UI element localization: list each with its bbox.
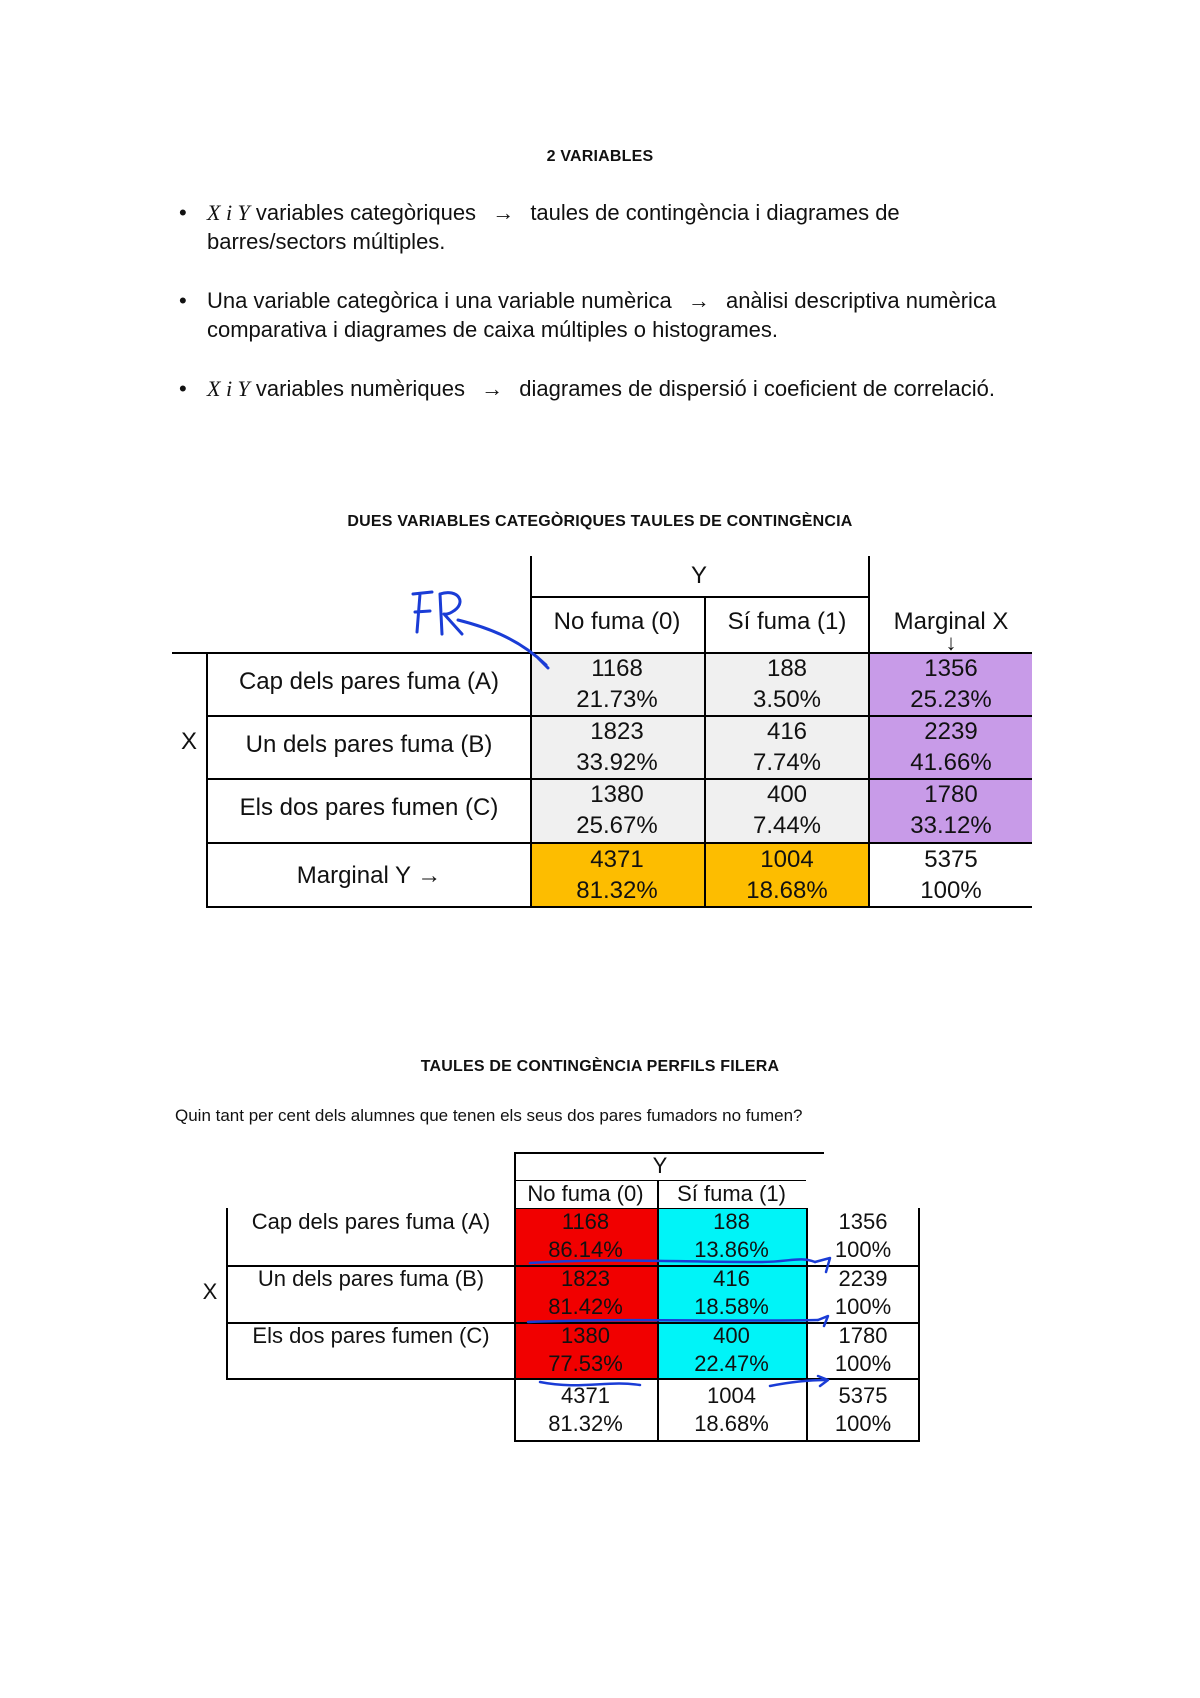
marginal-y-label: Marginal Y → — [296, 862, 442, 889]
marginal-x-arrow: ↓ — [945, 630, 957, 655]
cell-count: 4371 — [590, 846, 644, 873]
arrow-icon: → — [492, 200, 515, 225]
cell-percent: 81.42% — [548, 1294, 623, 1319]
section-heading-2-variables: 2 VARIABLES — [546, 148, 654, 165]
cell-count: 416 — [713, 1266, 750, 1291]
cell-count: 1168 — [561, 1209, 610, 1234]
cell-percent: 33.12% — [910, 812, 992, 839]
annotation-text: FR — [0, 0, 2, 1]
bullet-text: variables numèriques — [255, 376, 466, 401]
section-heading-contingencia: DUES VARIABLES CATEGÒRIQUES TAULES DE CONTINGÈNCIA — [347, 513, 853, 530]
bullet-text: Una variable categòrica i una variable numèrica — [207, 288, 672, 313]
cell-count: 188 — [766, 655, 808, 682]
cell-percent: 41.66% — [910, 749, 992, 776]
col-header-si-fuma: Sí fuma (1) — [727, 608, 847, 635]
bullet-list — [175, 198, 1035, 433]
variables-xy: X i Y — [207, 200, 250, 225]
cell-count: 4371 — [561, 1383, 610, 1408]
cell-percent: 100% — [834, 1294, 892, 1319]
cell-count: 2239 — [924, 718, 978, 745]
x-label: X — [202, 1279, 218, 1304]
cell-count: 1780 — [924, 781, 978, 808]
arrow-icon: → — [481, 376, 504, 401]
cell-count: 1168 — [591, 655, 643, 682]
grand-total-percent: 100% — [920, 877, 982, 904]
bullet-item — [175, 286, 1035, 344]
cell-count: 1004 — [707, 1383, 756, 1408]
x-label: X — [180, 728, 197, 755]
grid-line — [918, 1208, 920, 1442]
cell-percent: 33.92% — [576, 749, 658, 776]
row-profile-table — [194, 1152, 934, 1442]
bullet-result: taules de contingència i diagrames de barres/sectors múltiples. — [207, 200, 900, 254]
cell-percent: 81.32% — [576, 877, 658, 904]
y-label: Y — [690, 562, 707, 589]
cell-count: 400 — [766, 781, 808, 808]
cell-count: 2239 — [838, 1266, 888, 1291]
cell-percent: 7.44% — [752, 812, 822, 839]
cell-percent: 22.47% — [694, 1351, 769, 1376]
cell-count: 188 — [713, 1209, 750, 1234]
bullet-text: variables categòriques — [255, 200, 477, 225]
cell-percent: 81.32% — [548, 1411, 623, 1436]
cell-percent: 25.23% — [910, 686, 992, 713]
cell-percent: 86.14% — [548, 1237, 623, 1262]
bullet-item — [175, 198, 1035, 256]
cell-count: 400 — [713, 1323, 750, 1348]
cell-count: 1004 — [760, 846, 814, 873]
cell-count: 1823 — [590, 718, 644, 745]
grand-total-count: 5375 — [838, 1383, 888, 1408]
grid-line — [530, 596, 868, 598]
section-heading-perfils-filera: TAULES DE CONTINGÈNCIA PERFILS FILERA — [420, 1058, 780, 1075]
bullet-dot: • — [179, 200, 187, 225]
grand-total-count: 5375 — [924, 846, 978, 873]
bullet-result: diagrames de dispersió i coeficient de correlació. — [519, 376, 995, 401]
row-label-a: Cap dels pares fuma (A) — [251, 1209, 491, 1234]
variables-xy: X i Y — [207, 376, 250, 401]
col-header-si-fuma: Sí fuma (1) — [677, 1181, 786, 1206]
cell-percent: 7.74% — [752, 749, 822, 776]
cell-percent: 100% — [834, 1351, 892, 1376]
row-label-c: Els dos pares fumen (C) — [239, 794, 499, 821]
y-label: Y — [652, 1153, 668, 1178]
row-label-b: Un dels pares fuma (B) — [257, 1266, 485, 1291]
bullet-dot: • — [179, 376, 187, 401]
grid-line — [226, 1378, 920, 1380]
cell-count: 1380 — [590, 781, 644, 808]
contingency-table — [172, 556, 1032, 908]
cell-percent: 13.86% — [694, 1237, 769, 1262]
row-label-c: Els dos pares fumen (C) — [252, 1323, 490, 1348]
cell-count: 1380 — [561, 1323, 610, 1348]
cell-percent: 18.68% — [746, 877, 828, 904]
col-header-marginal-x: Marginal X — [893, 608, 1009, 635]
cell-percent: 25.67% — [576, 812, 658, 839]
cell-percent: 3.50% — [752, 686, 822, 713]
grid-line — [514, 1440, 920, 1442]
question-text: Quin tant per cent dels alumnes que tenen els seus dos pares fumadors no fumen? — [175, 1106, 803, 1125]
cell-percent: 18.68% — [694, 1411, 769, 1436]
cell-count: 1356 — [924, 655, 978, 682]
cell-percent: 18.58% — [694, 1294, 769, 1319]
grid-line — [206, 906, 1032, 908]
bullet-item — [175, 374, 1035, 403]
cell-percent: 77.53% — [548, 1351, 623, 1376]
grand-total-percent: 100% — [834, 1411, 892, 1436]
cell-count: 416 — [766, 718, 808, 745]
col-header-no-fuma: No fuma (0) — [553, 608, 681, 635]
row-label-b: Un dels pares fuma (B) — [245, 731, 493, 758]
arrow-icon: → — [687, 288, 710, 313]
cell-count: 1780 — [838, 1323, 888, 1348]
cell-count: 1356 — [838, 1209, 888, 1234]
cell-count: 1823 — [561, 1266, 610, 1291]
cell-percent: 100% — [834, 1237, 892, 1262]
cell-percent: 21.73% — [576, 686, 658, 713]
row-label-a: Cap dels pares fuma (A) — [238, 668, 500, 695]
bullet-dot: • — [179, 288, 187, 313]
bullet-result: anàlisi descriptiva numèrica comparativa i diagrames de caixa múltiples o histogrames. — [207, 288, 997, 342]
col-header-no-fuma: No fuma (0) — [527, 1181, 644, 1206]
